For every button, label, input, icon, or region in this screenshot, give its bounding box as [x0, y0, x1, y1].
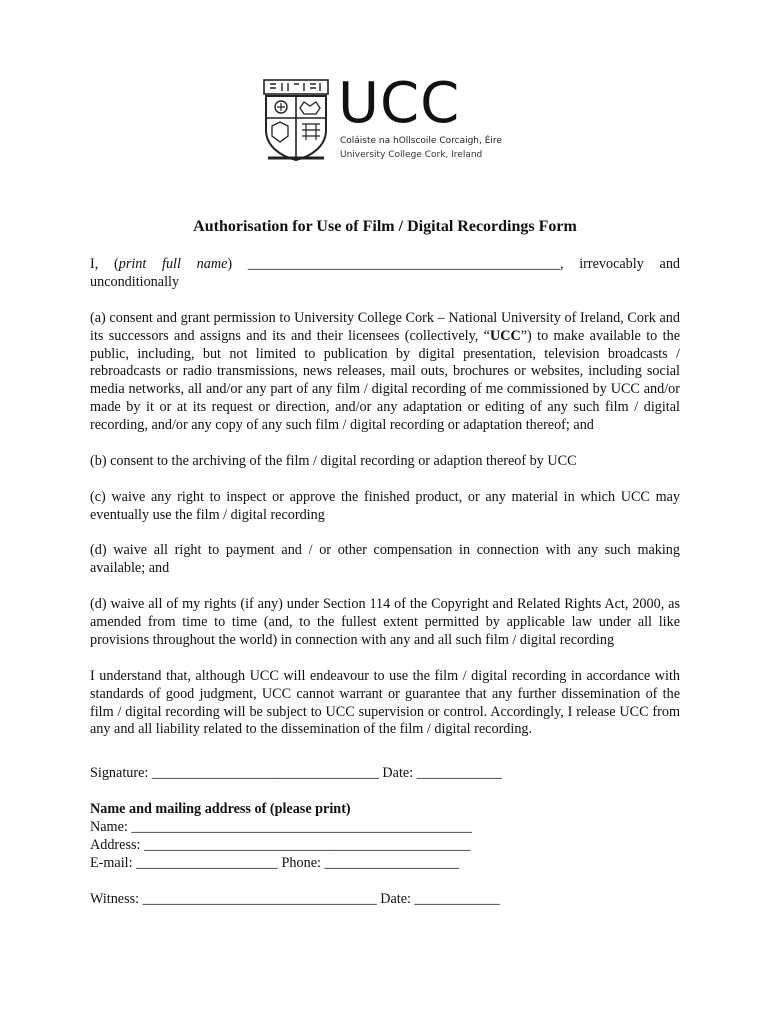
- clause-d-rights: (d) waive all of my rights (if any) under Section 114 of the Copyright and Related Rights Act, 2000, as amended from time to time (and, to the fullest extent permitted by applicable law under all like provisions throughout the world) in connection with any and all such film / digital recording: [90, 596, 680, 648]
- intro-italic-hint: print full name: [118, 256, 228, 272]
- ucc-logo: [262, 71, 522, 168]
- form-body: [90, 256, 680, 909]
- clause-a: [90, 310, 680, 435]
- clause-d-payment: (d) waive all right to payment and / or other compensation in connection with any such making available; and: [90, 542, 680, 577]
- clause-a-ucc-bold: UCC: [489, 327, 521, 344]
- address-heading: Name and mailing address of (please print): [90, 801, 351, 818]
- clause-a-text-1: (a) consent and grant permission to University College Cork – National University of Ireland, Cork and its successors and assigns and its and their licensees (collectively, “: [90, 309, 680, 344]
- intro-text-end: ) ____________________________________________, irrevocably and unconditionally: [90, 256, 681, 290]
- understanding-paragraph: I understand that, although UCC will endeavour to use the film / digital recording in accordance with standards of good judgment, UCC cannot warrant or guarantee that any further dissemination of the film / digital recording will be subject to UCC supervision or control. Accordingly, I release UCC from any and all liability related to the dissemination of the film / digital recording.: [90, 667, 680, 738]
- signature-date-line[interactable]: Signature: ________________________________ Date: ____________: [90, 765, 502, 782]
- witness-date-line[interactable]: Witness: _________________________________ Date: ____________: [90, 890, 500, 907]
- clause-c: (c) waive any right to inspect or approve the finished product, or any material in which UCC may eventually use the film / digital recording: [90, 488, 680, 523]
- crest-icon: [262, 78, 330, 164]
- intro-text-start: I, (: [90, 256, 119, 272]
- logo-english-name: University College Cork, Ireland: [340, 150, 483, 160]
- intro-paragraph: [90, 256, 680, 292]
- name-field-line[interactable]: Name: ________________________________________________: [90, 819, 472, 836]
- clause-b: (b) consent to the archiving of the film / digital recording or adaption thereof by UCC: [90, 452, 577, 469]
- ucc-wordmark: UCC: [338, 71, 461, 136]
- logo-irish-name: Coláiste na hOllscoile Corcaigh, Éire: [340, 136, 502, 146]
- form-title: Authorisation for Use of Film / Digital Recordings Form: [193, 218, 577, 235]
- email-phone-field-line[interactable]: E-mail: ____________________ Phone: ___________________: [90, 855, 460, 871]
- clause-a-text-2: ”) to make available to the public, including, but not limited to publication by digital presentation, television broadcasts / rebroadcasts or radio transmissions, news releases, mail outs, brochures or websites, including social media networks, all and/or any part of any film / digital recording of me commissioned by UCC and/or made by it or at its request or direction, and/or any adaptation or editing of any such film / digital recording, and/or any copy of any such film / digital recording or adaptation thereof; and: [90, 327, 680, 434]
- address-field-line[interactable]: Address: ______________________________________________: [90, 837, 471, 854]
